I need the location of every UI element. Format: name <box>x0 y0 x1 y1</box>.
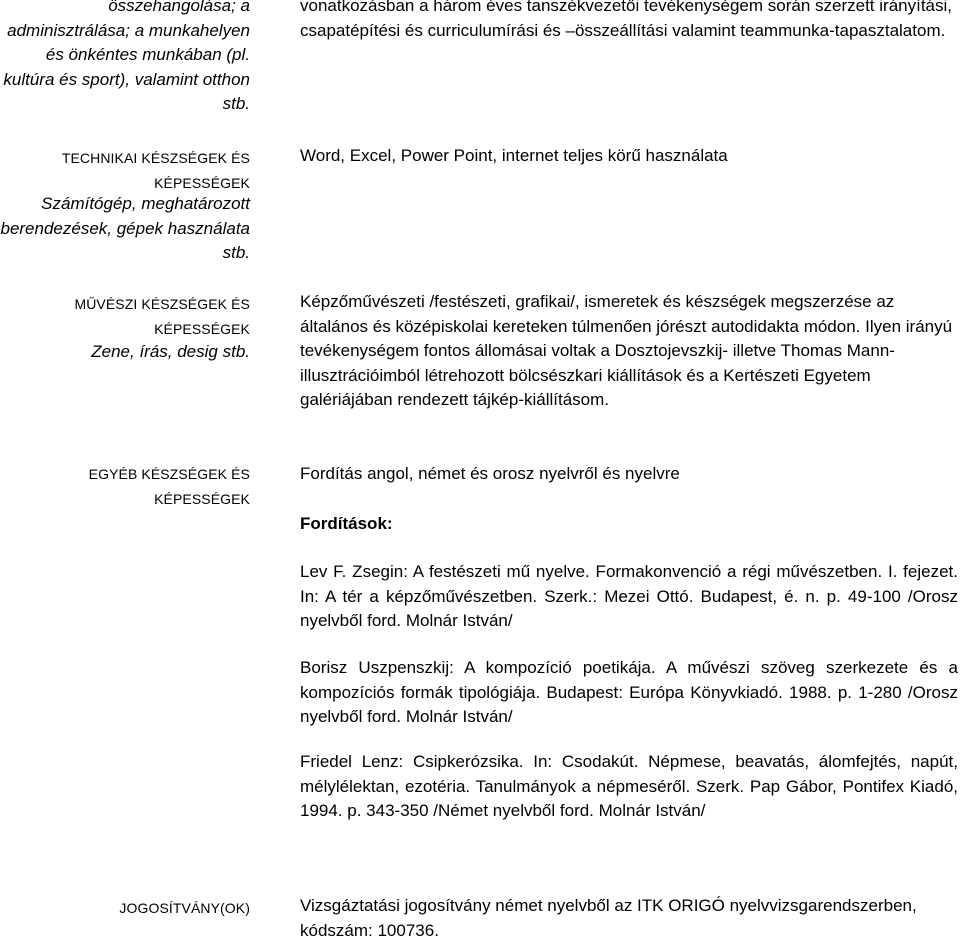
management-experience-text: vonatkozásban a három éves tanszékvezetői tevékenységem során szerzett irányítási, csapatépítési és curriculumírási és –összeállítási valamint teammunka-tapasztalatom. <box>300 0 953 40</box>
artistic-skills-heading <box>0 292 250 341</box>
driving-license-heading: JOGOSÍTVÁNY(OK) <box>119 900 250 916</box>
artistic-skills-text: Képzőművészeti /festészeti, grafikai/, ismeretek és készségek megszerzése az általános és középiskolai kereteken túlmenően jórészt autodidakta módon. Ilyen irányú tevékenységem fontos állomásai voltak a Dosztojevszkij- illetve Thomas Mann-illusztrációimból létrehozott bölcsészkari kiállítások és a Kertészeti Egyetem galériájában rendezett tájkép-kiállításom. <box>300 292 953 409</box>
artistic-heading-line1: MŰVÉSZI KÉSZSÉGEK ÉS <box>74 296 250 312</box>
left-top-fragment: összehangolása; a adminisztrálása; a munkahelyen és önkéntes munkában (pl. kultúra és sport), valamint otthon stb. <box>3 0 250 113</box>
technical-heading-line1: TECHNIKAI KÉSZSÉGEK ÉS <box>61 150 250 166</box>
translation-skills-text: Fordítás angol, német és orosz nyelvről és nyelvre <box>300 464 680 483</box>
other-heading-line1: EGYÉB KÉSZSÉGEK ÉS <box>88 466 250 482</box>
driving-license-text: Vizsgáztatási jogosítvány német nyelvből az ITK ORIGÓ nyelvvizsgarendszerben, kódszám: 100736. <box>300 896 917 940</box>
technical-skills-heading <box>0 146 250 195</box>
other-heading-line2: KÉPESSÉGEK <box>154 490 250 507</box>
translation-item: Borisz Uszpenszkij: A kompozíció poetikája. A művészi szöveg szerkezete és a kompozíciós formák tipológiája. Budapest: Európa Könyvkiadó. 1988. p. 1-280 /Orosz nyelvből ford. Molnár István/ <box>300 658 958 726</box>
artistic-heading-line2: KÉPESSÉGEK <box>154 320 250 337</box>
translation-item: Friedel Lenz: Csipkerózsika. In: Csodakút. Népmese, beavatás, álomfejtés, napút, mélylélektan, ezotéria. Tanulmányok a népmeséről. Szerk. Pap Gábor, Pontifex Kiadó, 1994. p. 343-350 /Német nyelvből ford. Molnár István/ <box>300 752 958 820</box>
artistic-skills-subtitle: Zene, írás, desig stb. <box>91 342 250 361</box>
other-skills-heading <box>0 462 250 511</box>
technical-heading-line2: KÉPESSÉGEK <box>154 174 250 191</box>
translations-heading: Fordítások: <box>300 514 393 533</box>
technical-skills-subtitle: Számítógép, meghatározott berendezések, gépek használata stb. <box>0 194 250 262</box>
technical-skills-text: Word, Excel, Power Point, internet teljes körű használata <box>300 146 728 165</box>
translation-item: Lev F. Zsegin: A festészeti mű nyelve. Formakonvenció a régi művészetben. I. fejezet. In: A tér a képzőművészetben. Szerk.: Mezei Ottó. Budapest, é. n. p. 49-100 /Orosz nyelvből ford. Molnár István/ <box>300 562 958 630</box>
